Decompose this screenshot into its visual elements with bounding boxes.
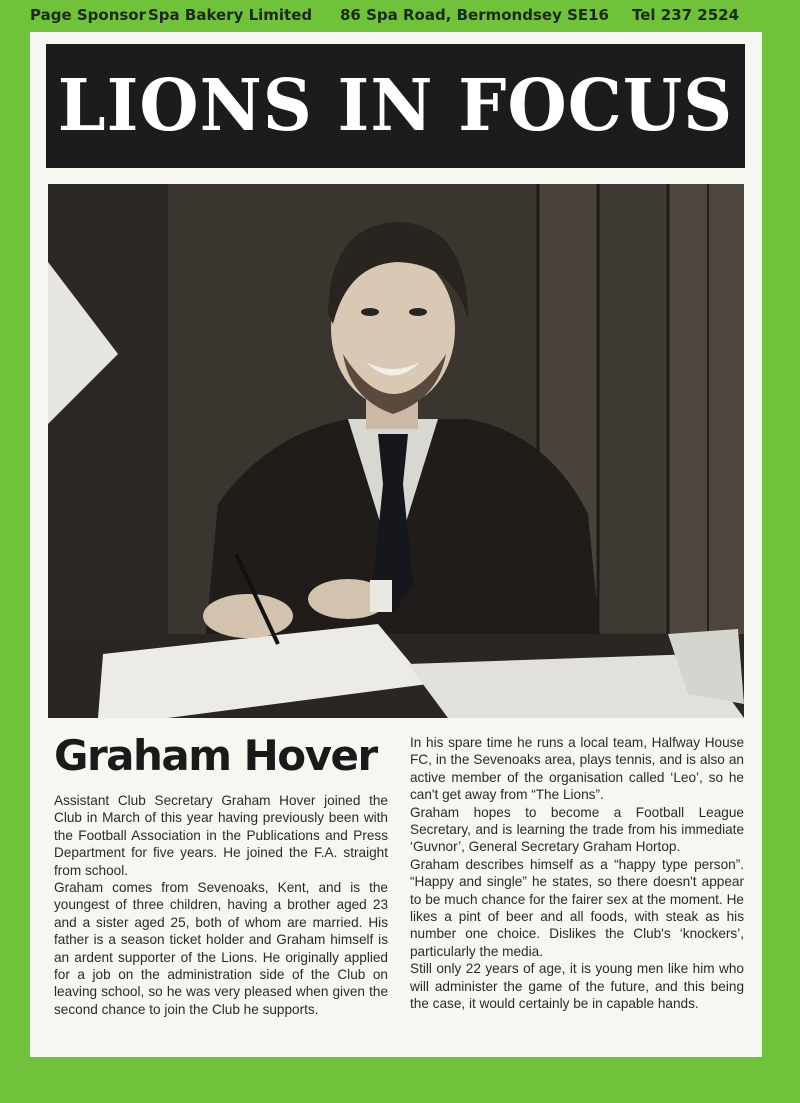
article-headline: Graham Hover [54,731,377,780]
paragraph: Graham describes himself as a “happy type person”. “Happy and single” he states, so there doesn't appear to be much chance for the fairer sex at the moment. He likes a pint of beer and all foods, with steak as his number one choice. Dislikes the Club's ‘knockers’, particularly the media. [410,856,744,959]
paragraph: In his spare time he runs a local team, Halfway House FC, in the Sevenoaks area, plays tennis, and is also an active member of the organisation called ‘Leo’, so he can't get away from “The Lions”. [410,735,744,803]
article-column-left [54,792,388,1018]
page-panel [30,32,762,1057]
paragraph: Graham hopes to become a Football League Secretary, and is learning the trade from his immediate ‘Guvnor’, General Secretary Graham Hortop. [410,804,744,855]
sponsor-bar [30,4,770,26]
portrait-photo-icon [48,184,744,718]
paragraph: Assistant Club Secretary Graham Hover joined the Club in March of this year having previously been with the Football Association in the Publications and Press Department for five years. He joined the F.A. straight from school. [54,793,388,878]
portrait-photo [48,184,744,718]
sponsor-telephone: Tel 237 2524 [632,6,740,24]
paragraph: Still only 22 years of age, it is young men like him who will administer the game of the future, and this being the case, it would certainly be in capable hands. [410,961,744,1012]
banner-title: LIONS IN FOCUS [57,64,734,148]
sponsor-label: Page Sponsor [30,6,147,24]
paragraph: Graham comes from Sevenoaks, Kent, and is the youngest of three children, having a brother aged 23 and a sister aged 25, both of whom are married. His father is a season ticket holder and Graham himself is an ardent supporter of the Lions. He originally applied for a job on the administration side of the Club on leaving school, so he was very pleased when given the second chance to join the Club he supports. [54,880,388,1017]
title-banner [46,44,745,168]
sponsor-address: 86 Spa Road, Bermondsey SE16 [340,6,609,24]
sponsor-name: Spa Bakery Limited [148,6,313,24]
article-column-right [410,734,744,1013]
